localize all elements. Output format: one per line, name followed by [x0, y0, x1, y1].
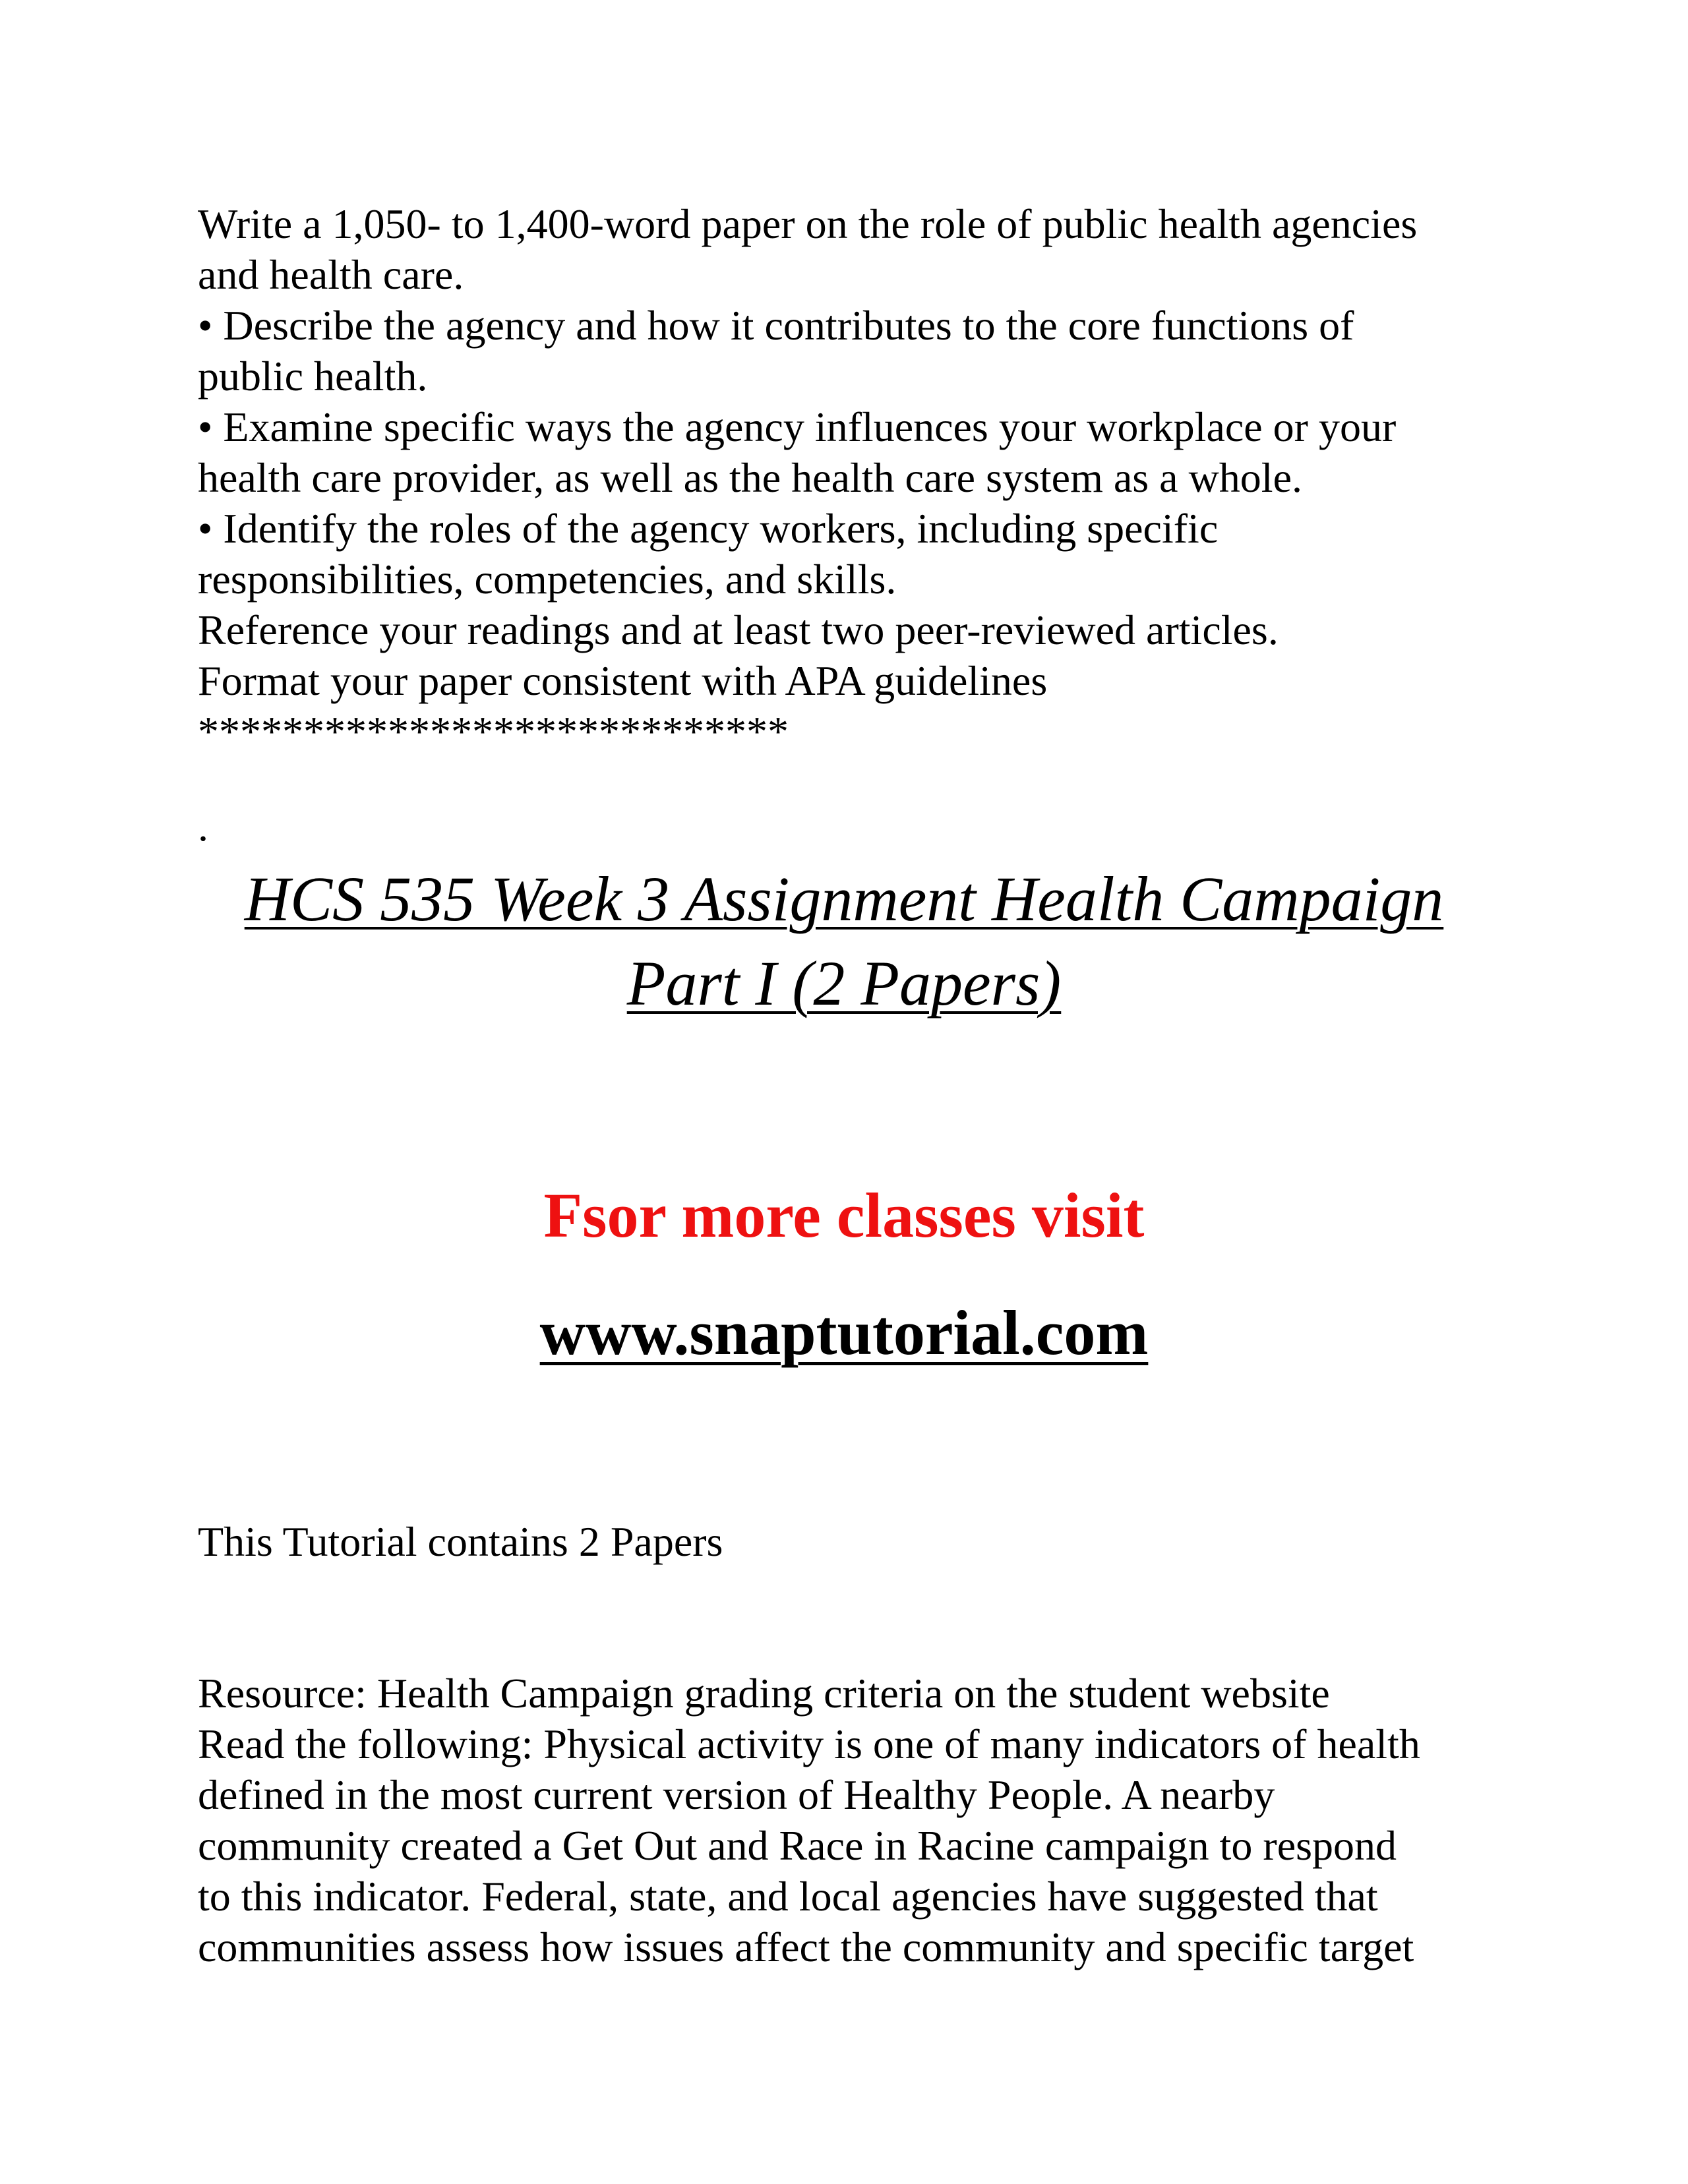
paragraph-line: Read the following: Physical activity is one of many indicators of health	[198, 1721, 1420, 1767]
paragraph-line: to this indicator. Federal, state, and local agencies have suggested that	[198, 1873, 1378, 1920]
separator-dot: .	[198, 803, 208, 850]
paragraph-line: Resource: Health Campaign grading criteria on the student website	[198, 1670, 1330, 1717]
assignment-title-line-1[interactable]: HCS 535 Week 3 Assignment Health Campaign	[244, 864, 1444, 934]
asterisk-separator: ****************************	[198, 708, 789, 755]
paragraph-line: defined in the most current version of Healthy People. A nearby	[198, 1771, 1275, 1818]
instruction-bullet-line: • Describe the agency and how it contributes to the core functions of	[198, 302, 1354, 349]
assignment-title-line-2[interactable]: Part I (2 Papers)	[626, 948, 1062, 1018]
instruction-bullet-line: • Identify the roles of the agency workers, including specific	[198, 505, 1219, 552]
promo-text: Fsor more classes visit	[543, 1180, 1145, 1251]
instruction-line: Write a 1,050- to 1,400-word paper on the role of public health agencies	[198, 200, 1418, 247]
instruction-bullet-line: • Examine specific ways the agency influences your workplace or your	[198, 403, 1397, 450]
instruction-line: Format your paper consistent with APA guidelines	[198, 657, 1048, 704]
paragraph-line: communities assess how issues affect the community and specific target	[198, 1924, 1414, 1970]
instruction-line: and health care.	[198, 251, 464, 298]
resource-paragraph	[198, 1668, 1503, 1972]
tutorial-note: This Tutorial contains 2 Papers	[198, 1518, 723, 1565]
instruction-line: responsibilities, competencies, and skills.	[198, 556, 897, 603]
instruction-line: Reference your readings and at least two peer-reviewed articles.	[198, 606, 1279, 653]
promo-link[interactable]: www.snaptutorial.com	[539, 1297, 1149, 1368]
instruction-line: health care provider, as well as the health care system as a whole.	[198, 454, 1302, 501]
instruction-line: public health.	[198, 353, 428, 399]
paragraph-line: community created a Get Out and Race in Racine campaign to respond	[198, 1822, 1397, 1869]
assignment-instructions	[198, 198, 1503, 757]
